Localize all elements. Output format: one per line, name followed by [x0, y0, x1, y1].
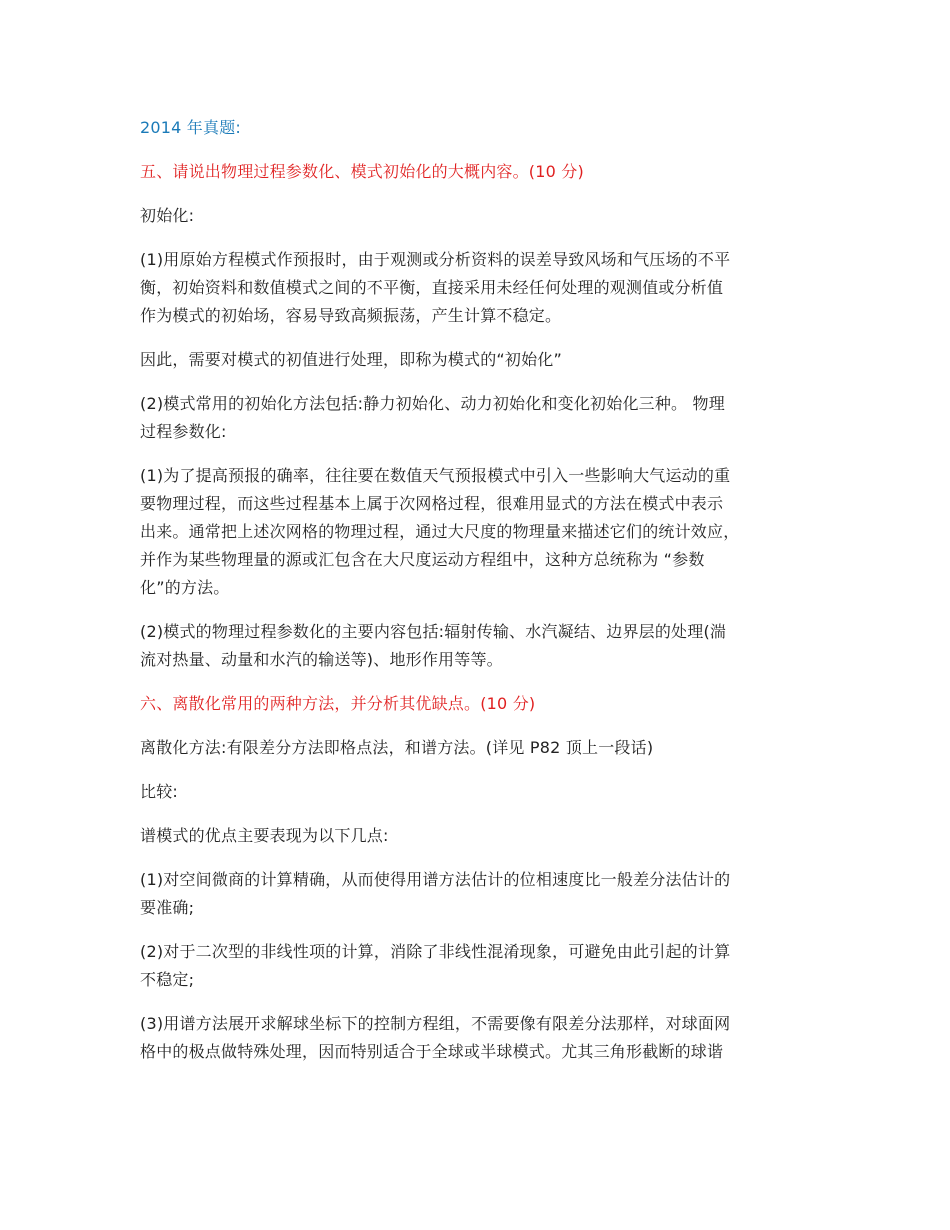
spectral-point-2 — [140, 938, 812, 994]
text-line: 衡，初始资料和数值模式之间的不平衡，直接采用未经任何处理的观测值或分析值 — [140, 278, 724, 297]
document-page — [140, 114, 812, 1082]
text-line: 要准确; — [140, 898, 195, 917]
text-line: 作为模式的初始场，容易导致高频振荡，产生计算不稳定。 — [140, 306, 562, 325]
text-line: 并作为某些物理量的源或汇包含在大尺度运动方程组中，这种方总统称为 “参数 — [140, 550, 705, 569]
text-line: (2)模式的物理过程参数化的主要内容包括:辐射传输、水汽凝结、边界层的处理(湍 — [140, 622, 727, 641]
init-paragraph-3 — [140, 390, 812, 446]
text-line: 流对热量、动量和水汽的输送等)、地形作用等等。 — [140, 650, 503, 669]
init-paragraph-1 — [140, 246, 812, 330]
text-line: 化”的方法。 — [140, 578, 230, 597]
param-paragraph-1 — [140, 462, 812, 602]
init-label: 初始化: — [140, 206, 195, 225]
text-line: 出来。通常把上述次网格的物理过程，通过大尺度的物理量来描述它们的统计效应， — [140, 522, 740, 541]
question-6-title: 六、离散化常用的两种方法，并分析其优缺点。(10 分) — [140, 694, 536, 713]
year-heading: 2014 年真题: — [140, 118, 241, 137]
text-line: 格中的极点做特殊处理，因而特别适合于全球或半球模式。尤其三角形截断的球谐 — [140, 1042, 724, 1061]
text-line: (1)为了提高预报的确率，往往要在数值天气预报模式中引入一些影响大气运动的重 — [140, 466, 731, 485]
discretization-paragraph: 离散化方法:有限差分方法即格点法，和谱方法。(详见 P82 顶上一段话) — [140, 738, 654, 757]
question-5-title: 五、请说出物理过程参数化、模式初始化的大概内容。(10 分) — [140, 162, 584, 181]
param-paragraph-2 — [140, 618, 812, 674]
init-paragraph-2: 因此，需要对模式的初值进行处理，即称为模式的“初始化” — [140, 350, 562, 369]
text-line: (2)模式常用的初始化方法包括:静力初始化、动力初始化和变化初始化三种。 物理 — [140, 394, 725, 413]
compare-label: 比较: — [140, 782, 178, 801]
text-line: 要物理过程，而这些过程基本上属于次网格过程，很难用显式的方法在模式中表示 — [140, 494, 724, 513]
text-line: (3)用谱方法展开求解球坐标下的控制方程组，不需要像有限差分法那样，对球面网 — [140, 1014, 731, 1033]
text-line: 不稳定; — [140, 970, 195, 989]
text-line: (2)对于二次型的非线性项的计算，消除了非线性混淆现象，可避免由此引起的计算 — [140, 942, 731, 961]
spectral-point-1 — [140, 866, 812, 922]
text-line: (1)用原始方程模式作预报时，由于观测或分析资料的误差导致风场和气压场的不平 — [140, 250, 731, 269]
text-line: 过程参数化: — [140, 422, 227, 441]
text-line: (1)对空间微商的计算精确，从而使得用谱方法估计的位相速度比一般差分法估计的 — [140, 870, 731, 889]
spectral-point-3 — [140, 1010, 812, 1066]
spectral-intro: 谱模式的优点主要表现为以下几点: — [140, 826, 389, 845]
